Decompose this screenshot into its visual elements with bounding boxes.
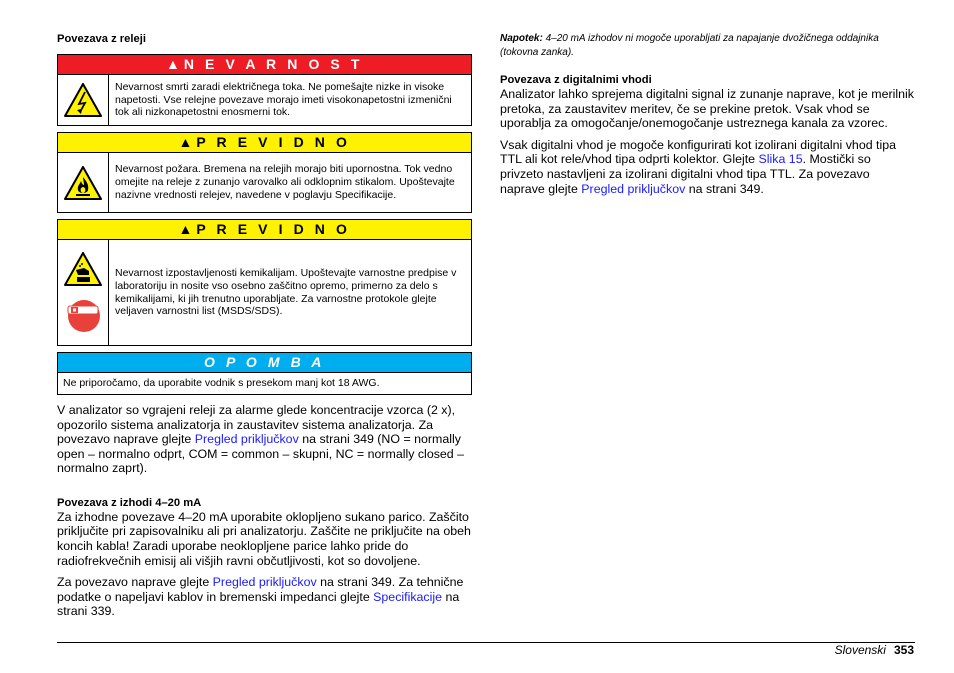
electrical-hazard-icon bbox=[64, 83, 102, 117]
danger-text: Nevarnost smrti zaradi električnega toka. Ne pomešajte nizke in visoke napetosti. Vse relejne povezave morajo imeti visokonapetostni izmenični tok ali nizkonapetostni enosmerni tok. bbox=[115, 80, 452, 119]
danger-header bbox=[58, 55, 471, 75]
section-heading-relays: Povezava z releji bbox=[57, 33, 146, 45]
box-icon-cell bbox=[58, 153, 109, 212]
page-number: 353 bbox=[893, 643, 914, 657]
section-digital-inputs bbox=[500, 73, 915, 196]
section-heading-4-20ma: Povezava z izhodi 4–20 mA bbox=[57, 496, 202, 509]
section-4-20ma bbox=[57, 496, 472, 619]
note-text: Ne priporočamo, da uporabite vodnik s presekom manj kot 18 AWG. bbox=[63, 377, 380, 389]
note-box bbox=[57, 352, 472, 395]
caution-box-chemical bbox=[57, 219, 472, 346]
hint-label: Napotek: bbox=[500, 33, 543, 44]
caution-signal-word: P R E V I D N O bbox=[196, 134, 351, 151]
page-footer bbox=[835, 643, 914, 657]
digital-inputs-para2: Vsak digitalni vhod je mogoče konfigurirati kot izolirani digitalni vhod tipa TTL ali kot rele/vhod tipa odprti kolektor. Glejte Slika 15. Mostički so privzeto nastavljeni za izolirani digitalni vhod tipa TTL. Za povezavo naprave glejte Pregled priključkov na strani 349. bbox=[500, 137, 897, 196]
warning-triangle-icon: ▲ bbox=[165, 56, 180, 73]
caution-box-fire bbox=[57, 132, 472, 213]
link-specifications[interactable]: Specifikacije bbox=[373, 589, 443, 604]
section-4-20ma-para2: Za povezavo naprave glejte Pregled priključkov na strani 349. Za tehnične podatke o napeljavi kablov in bremenski impedanci glejte Specifikacije na strani 339. bbox=[57, 575, 464, 619]
warning-triangle-icon: ▲ bbox=[178, 134, 193, 151]
box-icon-cell bbox=[58, 75, 109, 125]
caution-header bbox=[58, 220, 471, 240]
section-4-20ma-para1: Za izhodne povezave 4–20 mA uporabite oklopljeno sukano parico. Zaščito priključite pri zapisovalniku ali pri analizatorju. Zaščite ne priključite na obeh koncih kabla! Zaradi uporabe neoklopljene parice lahko pride do radiofrekvečnih emisij ali višjih ravni občutljivosti, kot so dovoljene. bbox=[57, 509, 471, 568]
box-icon-cell bbox=[58, 240, 109, 345]
left-column bbox=[57, 32, 472, 619]
footer-divider bbox=[57, 642, 915, 643]
link-connection-overview[interactable]: Pregled priključkov bbox=[581, 181, 686, 196]
note-header: O P O M B A bbox=[58, 353, 471, 373]
link-figure-15[interactable]: Slika 15 bbox=[758, 152, 803, 167]
section-heading-digital-inputs: Povezava z digitalnimi vhodi bbox=[500, 74, 652, 86]
caution-header bbox=[58, 133, 471, 153]
eye-protection-icon bbox=[66, 296, 100, 334]
digital-inputs-para1: Analizator lahko sprejema digitalni signal iz zunanje naprave, kot je merilnik pretoka, za zaustavitev meritev, če se prekine pretok. Vsak vhod se uporablja za omogočanje/onemogočanje ustreznega kanala za vzorec. bbox=[500, 87, 914, 131]
link-connection-overview[interactable]: Pregled priključkov bbox=[194, 432, 299, 447]
danger-box bbox=[57, 54, 472, 126]
footer-language: Slovenski bbox=[834, 643, 886, 657]
link-connection-overview[interactable]: Pregled priključkov bbox=[212, 575, 317, 590]
caution-fire-text: Nevarnost požara. Bremena na relejih morajo biti upornostna. Tok vedno omejite na releje z zunanjo varovalko ali odklopnim stikalom. Upoštevajte nazivne vrednosti relejev, navedene v poglavju Specifikacije. bbox=[115, 163, 455, 201]
chemical-hazard-icon bbox=[64, 252, 102, 286]
danger-signal-word: N E V A R N O S T bbox=[183, 56, 364, 73]
hint-note: Napotek: 4–20 mA izhodov ni mogoče uporabljati za napajanje dvožičnega oddajnika (tokovna zanka). bbox=[500, 33, 879, 58]
right-column bbox=[500, 32, 915, 196]
relay-paragraph: V analizator so vgrajeni releji za alarme glede koncentracije vzorca (2 x), opozorilo sistema analizatorja in zaustavitev sistema analizatorja. Za povezavo naprave glejte Pregled priključkov na strani 349 (NO = normally open – normalno odprt, COM = common – skupni, NC = normally closed – normalno zaprt). bbox=[57, 402, 465, 476]
warning-triangle-icon: ▲ bbox=[178, 221, 193, 238]
caution-signal-word: P R E V I D N O bbox=[196, 221, 351, 238]
fire-hazard-icon bbox=[64, 166, 102, 200]
caution-chemical-text: Nevarnost izpostavljenosti kemikalijam. Upoštevajte varnostne predpise v laboratoriju in nosite vso osebno zaščitno opremo, primerno za delo s kemikalijami, ki jih trenutno uporabljate. Za varnostne protokole glejte veljaven varnostni list (MSDS/SDS). bbox=[115, 266, 457, 318]
